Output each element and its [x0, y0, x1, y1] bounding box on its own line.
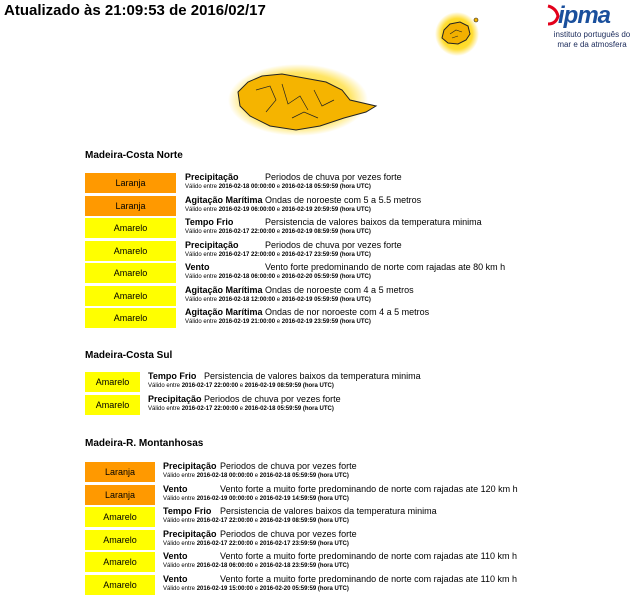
warning-description: Ondas de noroeste com 5 a 5.5 metros [265, 194, 422, 205]
validity-start: 2016-02-18 06:00:00 [196, 563, 254, 569]
validity-prefix: Válido entre [163, 473, 196, 479]
warning-type: Agitação Marítima [185, 194, 263, 205]
validity-suffix: (hora UTC) [302, 405, 334, 412]
warning-description: Vento forte predominando de norte com rajadas ate 80 km h [265, 262, 506, 272]
validity-prefix: Válido entre [185, 296, 218, 303]
warning-type: Vento [163, 573, 188, 584]
validity-and: e [254, 518, 259, 524]
warning-level-badge: Amarelo [85, 263, 176, 284]
validity-suffix: (hora UTC) [317, 540, 349, 547]
validity-end: 2016-02-19 08:59:59 [244, 383, 302, 389]
warning-description: Periodos de chuva por vezes forte [265, 172, 402, 182]
warning-validity [163, 540, 357, 549]
warning-type: Vento [163, 551, 188, 561]
ipma-logo[interactable] [546, 2, 638, 62]
validity-prefix: Válido entre [185, 319, 218, 325]
validity-end: 2016-02-19 08:59:59 [259, 518, 317, 524]
section-title: Madeira-Costa Sul [85, 350, 173, 361]
warning-level-badge: Amarelo [85, 552, 155, 573]
validity-start: 2016-02-17 22:00:00 [218, 229, 276, 235]
validity-and: e [276, 274, 281, 280]
warning-level-badge: Amarelo [85, 308, 176, 329]
warning-validity [185, 318, 429, 327]
validity-end: 2016-02-20 05:59:59 [259, 585, 317, 592]
validity-and: e [254, 495, 259, 502]
warning-validity [163, 585, 517, 594]
validity-end: 2016-02-19 14:59:59 [259, 495, 317, 502]
validity-end: 2016-02-20 05:59:59 [281, 274, 339, 280]
validity-end: 2016-02-19 05:59:59 [281, 296, 339, 303]
validity-suffix: (hora UTC) [317, 518, 349, 524]
validity-prefix: Válido entre [185, 206, 218, 213]
warning-description: Vento forte a muito forte predominando de norte com rajadas ate 110 km h [220, 573, 518, 584]
validity-end: 2016-02-19 23:59:59 [281, 319, 339, 325]
warning-type: Precipitação [185, 172, 239, 182]
validity-prefix: Válido entre [163, 540, 196, 547]
validity-start: 2016-02-17 22:00:00 [196, 518, 254, 524]
warning-validity [163, 562, 517, 571]
validity-suffix: (hora UTC) [339, 251, 371, 258]
validity-suffix: (hora UTC) [317, 585, 349, 592]
validity-and: e [276, 229, 281, 235]
validity-suffix: (hora UTC) [317, 495, 349, 502]
warning-validity [163, 472, 357, 481]
validity-end: 2016-02-18 05:59:59 [281, 184, 339, 190]
warning-type: Precipitação [163, 461, 217, 471]
logo-wordmark: ipma [558, 2, 611, 29]
validity-prefix: Válido entre [185, 184, 218, 190]
warning-description: Ondas de noroeste com 4 a 5 metros [265, 284, 414, 295]
warning-description: Vento forte a muito forte predominando de norte com rajadas ate 110 km h [220, 551, 518, 561]
validity-suffix: (hora UTC) [339, 319, 371, 325]
warning-level-badge: Amarelo [85, 530, 155, 551]
warning-type: Tempo Frio [185, 217, 234, 227]
validity-suffix: (hora UTC) [339, 274, 371, 280]
validity-suffix: (hora UTC) [339, 296, 371, 303]
validity-prefix: Válido entre [163, 585, 196, 592]
warning-validity [185, 296, 414, 305]
validity-end: 2016-02-17 23:59:59 [281, 251, 339, 258]
validity-prefix: Válido entre [148, 405, 181, 412]
validity-and: e [276, 296, 281, 303]
warning-level-badge: Amarelo [85, 286, 176, 307]
validity-start: 2016-02-18 00:00:00 [218, 184, 276, 190]
validity-and: e [239, 405, 244, 412]
madeira-map [226, 60, 386, 145]
warning-level-badge: Amarelo [85, 241, 176, 262]
warning-type: Vento [163, 483, 188, 494]
validity-and: e [276, 184, 281, 190]
validity-start: 2016-02-19 15:00:00 [196, 585, 254, 592]
validity-prefix: Válido entre [163, 518, 196, 524]
warning-description: Periodos de chuva por vezes forte [220, 461, 357, 471]
validity-start: 2016-02-18 06:00:00 [218, 274, 276, 280]
validity-and: e [254, 585, 259, 592]
validity-and: e [254, 473, 259, 479]
warning-description: Ondas de nor noroeste com 4 a 5 metros [265, 307, 430, 317]
warning-type: Precipitação [185, 239, 239, 250]
validity-end: 2016-02-18 05:59:59 [244, 405, 302, 412]
validity-prefix: Válido entre [185, 251, 218, 258]
warning-description: Persistencia de valores baixos da temperatura minima [204, 371, 421, 381]
warning-type: Tempo Frio [163, 506, 212, 516]
validity-suffix: (hora UTC) [317, 563, 349, 569]
validity-start: 2016-02-17 22:00:00 [196, 540, 254, 547]
validity-end: 2016-02-18 23:59:59 [259, 563, 317, 569]
validity-and: e [254, 540, 259, 547]
section-title: Madeira-Costa Norte [85, 150, 183, 161]
validity-start: 2016-02-18 12:00:00 [218, 296, 276, 303]
validity-start: 2016-02-19 21:00:00 [218, 319, 276, 325]
validity-suffix: (hora UTC) [339, 206, 371, 213]
validity-start: 2016-02-19 00:00:00 [196, 495, 254, 502]
warning-type: Precipitação [163, 528, 217, 539]
warning-level-badge: Amarelo [85, 218, 176, 239]
validity-prefix: Válido entre [148, 383, 181, 389]
validity-prefix: Válido entre [163, 495, 196, 502]
validity-prefix: Válido entre [163, 563, 196, 569]
page-title: Atualizado às 21:09:53 de 2016/02/17 [4, 2, 266, 19]
validity-suffix: (hora UTC) [317, 473, 349, 479]
validity-suffix: (hora UTC) [302, 383, 334, 389]
warning-validity [185, 183, 402, 192]
warning-level-badge: Laranja [85, 485, 155, 506]
warning-validity [148, 405, 341, 414]
logo-subtitle-line1: instituto português do [553, 30, 631, 39]
warning-validity [185, 206, 421, 215]
warning-description: Persistencia de valores baixos da temperatura minima [265, 217, 482, 227]
validity-prefix: Válido entre [185, 229, 218, 235]
validity-start: 2016-02-17 22:00:00 [181, 383, 239, 389]
validity-start: 2016-02-17 22:00:00 [181, 405, 239, 412]
validity-end: 2016-02-18 05:59:59 [259, 473, 317, 479]
warning-validity [185, 251, 402, 260]
warning-validity [163, 495, 518, 504]
madeira-mini-map [430, 10, 488, 61]
validity-and: e [239, 383, 244, 389]
validity-end: 2016-02-17 23:59:59 [259, 540, 317, 547]
warning-description: Periodos de chuva por vezes forte [220, 528, 357, 539]
warning-level-badge: Amarelo [85, 507, 155, 528]
warning-type: Tempo Frio [148, 371, 197, 381]
warning-type: Agitação Marítima [185, 307, 263, 317]
validity-and: e [254, 563, 259, 569]
validity-end: 2016-02-19 08:59:59 [281, 229, 339, 235]
warning-validity [185, 228, 482, 237]
warning-validity [148, 382, 421, 391]
warning-type: Agitação Marítima [185, 284, 263, 295]
validity-start: 2016-02-18 00:00:00 [196, 473, 254, 479]
validity-and: e [276, 319, 281, 325]
warning-validity [163, 517, 437, 526]
validity-start: 2016-02-19 06:00:00 [218, 206, 276, 213]
warning-level-badge: Amarelo [85, 372, 140, 393]
warning-level-badge: Laranja [85, 462, 155, 483]
warning-description: Vento forte a muito forte predominando de norte com rajadas ate 120 km h [220, 483, 518, 494]
warning-type: Vento [185, 262, 210, 272]
warning-level-badge: Amarelo [85, 395, 140, 416]
validity-prefix: Válido entre [185, 274, 218, 280]
validity-end: 2016-02-19 20:59:59 [281, 206, 339, 213]
warning-description: Periodos de chuva por vezes forte [204, 393, 341, 404]
warning-level-badge: Amarelo [85, 575, 155, 596]
validity-suffix: (hora UTC) [339, 229, 371, 235]
section-title: Madeira-R. Montanhosas [85, 438, 204, 449]
validity-start: 2016-02-17 22:00:00 [218, 251, 276, 258]
warning-description: Persistencia de valores baixos da temperatura minima [220, 506, 437, 516]
validity-suffix: (hora UTC) [339, 184, 371, 190]
validity-and: e [276, 251, 281, 258]
warning-validity [185, 273, 505, 282]
warning-level-badge: Laranja [85, 173, 176, 194]
warning-description: Periodos de chuva por vezes forte [265, 239, 402, 250]
warning-type: Precipitação [148, 393, 202, 404]
logo-subtitle-line2: mar e da atmosfera [557, 40, 627, 49]
warning-level-badge: Laranja [85, 196, 176, 217]
validity-and: e [276, 206, 281, 213]
